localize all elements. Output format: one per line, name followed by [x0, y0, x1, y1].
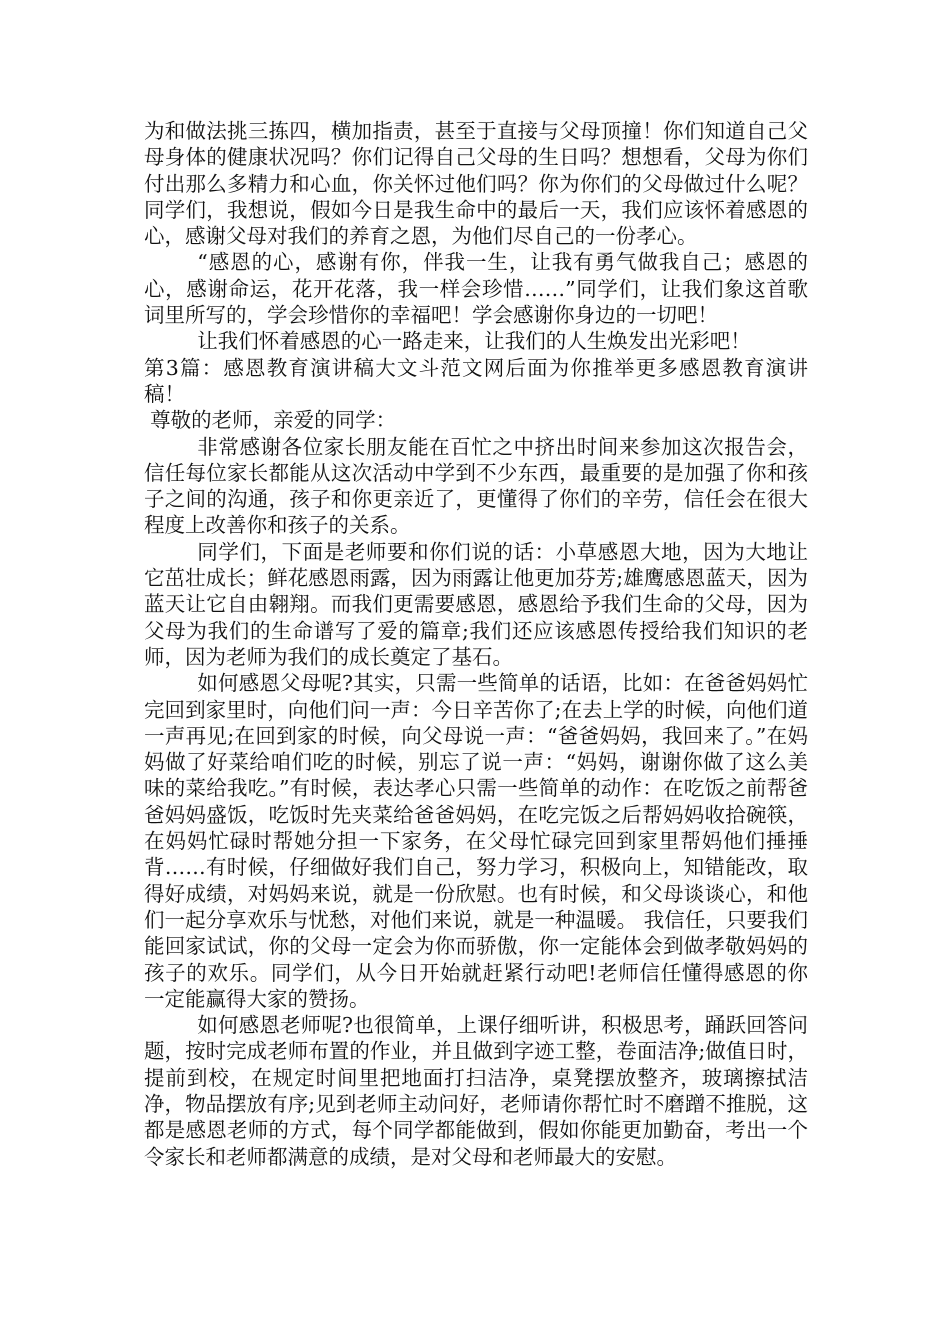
salutation: 尊敬的老师，亲爱的同学：: [150, 408, 397, 433]
paragraph-3: 让我们怀着感恩的心一路走来，让我们的人生焕发出光彩吧！: [197, 329, 751, 354]
paragraph-9: 如何感恩老师呢?也很简单，上课仔细听讲，积极思考，踊跃回答问题，按时完成老师布置的作业，并且做到字迹工整，卷面洁净;做值日时，提前到校，在规定时间里把地面打扫洁净，桌凳摆放整齐，玻璃擦拭洁净，物品摆放有序;见到老师主动问好，老师请你帮忙时不磨蹭不推脱，这都是感恩老师的方式，每个同学都能做到，假如你能更加勤奋，考出一个令家长和老师都满意的成绩，是对父母和老师最大的安慰。: [144, 1013, 808, 1169]
paragraph-7: 同学们，下面是老师要和你们说的话：小草感恩大地，因为大地让它茁壮成长；鲜花感恩雨露，因为雨露让他更加芬芳;雄鹰感恩蓝天，因为蓝天让它自由翱翔。而我们更需要感恩，感恩给予我们生命的父母，因为父母为我们的生命谱写了爱的篇章;我们还应该感恩传授给我们知识的老师，因为老师为我们的成长奠定了基石。: [144, 539, 808, 669]
paragraph-6: 非常感谢各位家长朋友能在百忙之中挤出时间来参加这次报告会，信任每位家长都能从这次活动中学到不少东西，最重要的是加强了你和孩子之间的沟通，孩子和你更亲近了，更懂得了你们的辛劳，信任会在很大程度上改善你和孩子的关系。: [144, 434, 808, 538]
paragraph-8: 如何感恩父母呢?其实，只需一些简单的话语，比如：在爸爸妈妈忙完回到家里时，向他们问一声：今日辛苦你了;在去上学的时候，向他们道一声再见;在回到家的时候，向父母说一声：“爸爸妈妈，我回来了。”在妈妈做了好菜给咱们吃的时候，别忘了说一声：“妈妈，谢谢你做了这么美味的菜给我吃。”有时候，表达孝心只需一些简单的动作：在吃饭之前帮爸爸妈妈盛饭，吃饭时先夹菜给爸爸妈妈，在吃完饭之后帮妈妈收拾碗筷，在妈妈忙碌时帮她分担一下家务，在父母忙碌完回到家里帮妈他们捶捶背……有时候，仔细做好我们自己，努力学习，积极向上，知错能改，取得好成绩，对妈妈来说，就是一份欣慰。也有时候，和父母谈谈心，和他们一起分享欢乐与忧愁，对他们来说，就是一种温暖。 我信任，只要我们能回家试试，你的父母一定会为你而骄傲，你一定能体会到做孝敬妈妈的孩子的欢乐。同学们，从今日开始就赶紧行动吧!老师信任懂得感恩的你一定能赢得大家的赞扬。: [144, 671, 808, 1011]
paragraph-2: “感恩的心，感谢有你，伴我一生，让我有勇气做我自己；感恩的心，感谢命运，花开花落，我一样会珍惜……”同学们，让我们象这首歌词里所写的，学会珍惜你的幸福吧！学会感谢你身边的一切吧！: [144, 250, 808, 328]
paragraph-1: 为和做法挑三拣四，横加指责，甚至于直接与父母顶撞！你们知道自己父母身体的健康状况吗？你们记得自己父母的生日吗？想想看，父母为你们付出那么多精力和心血，你关怀过他们吗？你为你们的父母做过什么呢？同学们，我想说，假如今日是我生命中的最后一天，我们应该怀着感恩的心，感谢父母对我们的养育之恩，为他们尽自己的一份孝心。: [144, 119, 808, 249]
document-page: [144, 118, 808, 1170]
section-heading: 第3篇：感恩教育演讲稿大文斗范文网后面为你推举更多感恩教育演讲稿！: [144, 355, 808, 406]
